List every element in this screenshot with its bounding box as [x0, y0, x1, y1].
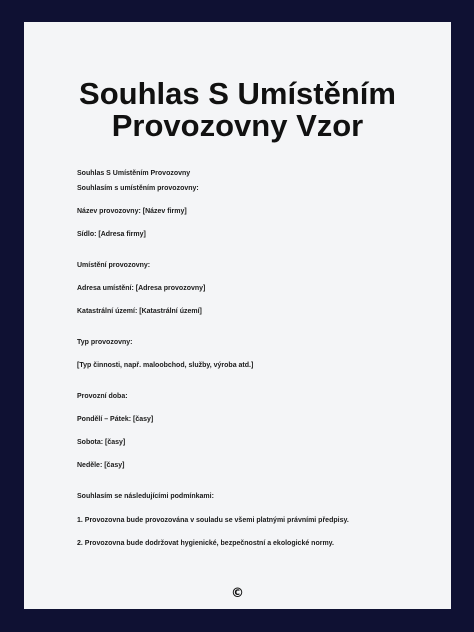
- business-name-line: Název provozovny: [Název firmy]: [77, 208, 187, 215]
- consent-intro: Souhlasím s umístěním provozovny:: [77, 185, 199, 192]
- location-address-line: Adresa umístění: [Adresa provozovny]: [77, 285, 206, 292]
- hours-saturday-line: Sobota: [časy]: [77, 439, 126, 446]
- hours-weekdays-line: Pondělí – Pátek: [časy]: [77, 416, 154, 423]
- document-page: [24, 22, 451, 609]
- registered-office-line: Sídlo: [Adresa firmy]: [77, 231, 146, 238]
- conditions-heading: Souhlasím se následujícími podmínkami:: [77, 493, 214, 500]
- condition-item-1: 1. Provozovna bude provozována v souladu se všemi platnými právními předpisy.: [77, 517, 349, 524]
- document-heading: Souhlas S Umístěním Provozovny: [77, 170, 191, 177]
- title-line-1: Souhlas S Umístěním: [79, 76, 396, 111]
- document-title: [24, 78, 451, 142]
- cadastral-area-line: Katastrální území: [Katastrální území]: [77, 308, 202, 315]
- type-heading: Typ provozovny:: [77, 339, 133, 346]
- title-line-2: Provozovny Vzor: [111, 108, 364, 143]
- condition-item-2: 2. Provozovna bude dodržovat hygienické, bezpečnostní a ekologické normy.: [77, 540, 334, 547]
- copyright-icon: ©: [231, 586, 244, 601]
- hours-sunday-line: Neděle: [časy]: [77, 462, 125, 469]
- type-description-line: [Typ činnosti, např. maloobchod, služby, výroba atd.]: [77, 362, 254, 369]
- opening-hours-heading: Provozní doba:: [77, 393, 128, 400]
- location-heading: Umístění provozovny:: [77, 262, 151, 269]
